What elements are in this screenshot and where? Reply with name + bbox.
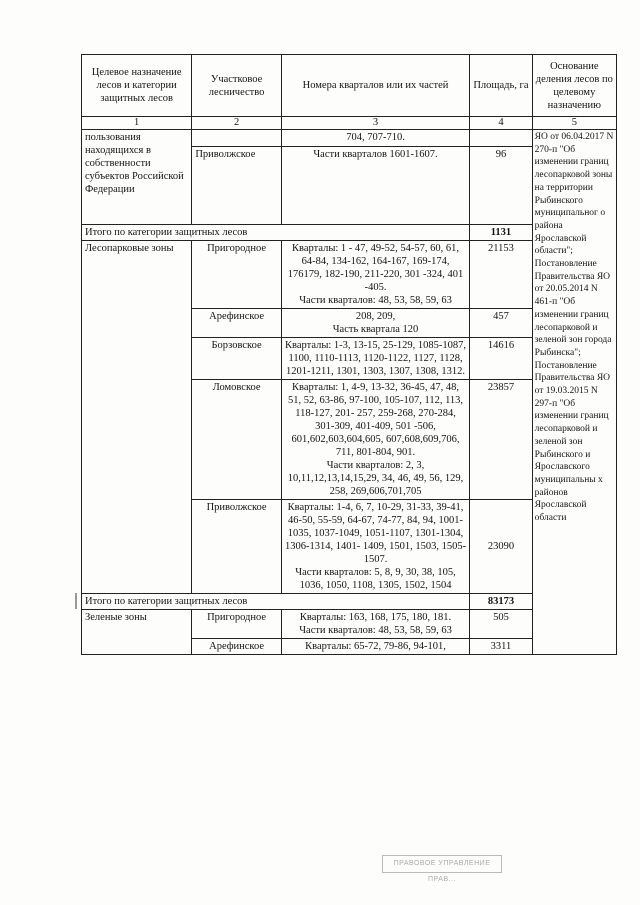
header-forestry: Участковое лесничество [192,55,282,117]
total-label: Итого по категории защитных лесов [82,594,470,610]
quarters-cell [281,380,469,500]
quarters-list: 208, 209, [355,311,396,322]
office-stamp: ПРАВОВОЕ УПРАВЛЕНИЕ ПРАВ... [382,855,502,873]
category-cell: Зеленые зоны [82,610,192,655]
quarters-list: Кварталы: 1 - 47, 49-52, 54-57, 60, 61, 64-84, 134-162, 164-167, 169-174, 176179, 182-190, 211-220, 301 -324, 401 -405. [287,243,464,293]
forestry-cell: Пригородное [192,610,282,639]
quarters-cell: Кварталы: 1-3, 13-15, 25-129, 1085-1087, 1100, 1110-1113, 1120-1122, 1127, 1128, 1201-1211, 1301, 1303, 1307, 1308, 1312. [281,338,469,380]
forestry-cell: Борзовское [192,338,282,380]
col-number-5: 5 [532,117,616,130]
quarters-cell [281,500,469,594]
area-cell [470,130,532,147]
header-row [82,55,617,117]
area-cell: 505 [470,610,532,639]
quarters-cell: Кварталы: 65-72, 79-86, 94-101, [281,639,469,655]
forestry-cell: Приволжское [192,147,282,225]
forest-division-table [81,54,617,655]
column-number-row [82,117,617,130]
area-cell: 21153 [470,241,532,309]
quarter-parts: Части кварталов: 48, 53, 58, 59, 63 [299,625,452,636]
scan-mark [75,593,77,609]
basis-cell: ЯО от 06.04.2017 N 270-п "Об изменении границ лесопарковой зоны на территории Рыбинского муниципальног о района Ярославской области"; Постановление Правительства ЯО от 20.05.2014 N 461-п "Об изменении границ лесопарковой и зеленой зон города Рыбинска"; Постановление Правительства ЯО от 19.03.2015 N 297-п "Об изменении границ лесопарковой и зеленой зон Рыбинского и Ярославского муниципальны х районов Ярославской области [532,130,616,655]
area-cell: 23857 [470,380,532,500]
quarters-cell [281,309,469,338]
quarters-cell [281,610,469,639]
quarters-list: Кварталы: 1-4, 6, 7, 10-29, 31-33, 39-41, 46-50, 55-59, 64-67, 74-77, 84, 94, 1001-1035, 1037-1049, 1051-1107, 1301-1304, 1306-1314, 1401- 1409, 1501, 1503, 1505-1507. [284,502,467,565]
area-cell: 3311 [470,639,532,655]
category-cell-continued: пользования находящихся в собственности субъектов Российской Федерации [82,130,192,225]
forestry-cell: Пригородное [192,241,282,309]
category-cell: Лесопарковые зоны [82,241,192,594]
total-area: 83173 [470,594,532,610]
total-label: Итого по категории защитных лесов [82,225,470,241]
quarters-cell: Части кварталов 1601-1607. [281,147,469,225]
header-category: Целевое назначение лесов и категории защитных лесов [82,55,192,117]
quarter-parts: Части кварталов: 2, 3, 10,11,12,13,14,15,29, 34, 46, 49, 56, 129, 258, 269,606,701,705 [287,460,464,497]
forestry-cell: Ломовское [192,380,282,500]
forestry-cell: Арефинское [192,639,282,655]
quarters-cell [281,241,469,309]
col-number-4: 4 [470,117,532,130]
header-basis: Основание деления лесов по целевому назначению [532,55,616,117]
total-area: 1131 [470,225,532,241]
forestry-cell: Приволжское [192,500,282,594]
col-number-3: 3 [281,117,469,130]
quarter-parts: Части кварталов: 5, 8, 9, 30, 38, 105, 1036, 1050, 1108, 1305, 1502, 1504 [295,567,456,591]
col-number-1: 1 [82,117,192,130]
area-cell: 14616 [470,338,532,380]
area-cell: 457 [470,309,532,338]
quarters-list: Кварталы: 163, 168, 175, 180, 181. [299,612,452,623]
col-number-2: 2 [192,117,282,130]
quarter-parts: Часть квартала 120 [332,324,419,335]
forestry-cell: Арефинское [192,309,282,338]
quarters-cell: 704, 707-710. [281,130,469,147]
quarter-parts: Части кварталов: 48, 53, 58, 59, 63 [299,295,452,306]
quarters-list: Кварталы: 1, 4-9, 13-32, 36-45, 47, 48, 51, 52, 63-86, 97-100, 105-107, 112, 113, 118-127, 201- 257, 259-268, 270-284, 301-309, 401-409, 501 -506, 601,602,603,604,605, 607,608,609,706, 711, 801-804, 901. [287,382,464,458]
area-cell: 23090 [470,500,532,594]
forestry-cell [192,130,282,147]
table-row [82,130,617,147]
area-cell: 96 [470,147,532,225]
header-area: Площадь, га [470,55,532,117]
header-quarters: Номера кварталов или их частей [281,55,469,117]
